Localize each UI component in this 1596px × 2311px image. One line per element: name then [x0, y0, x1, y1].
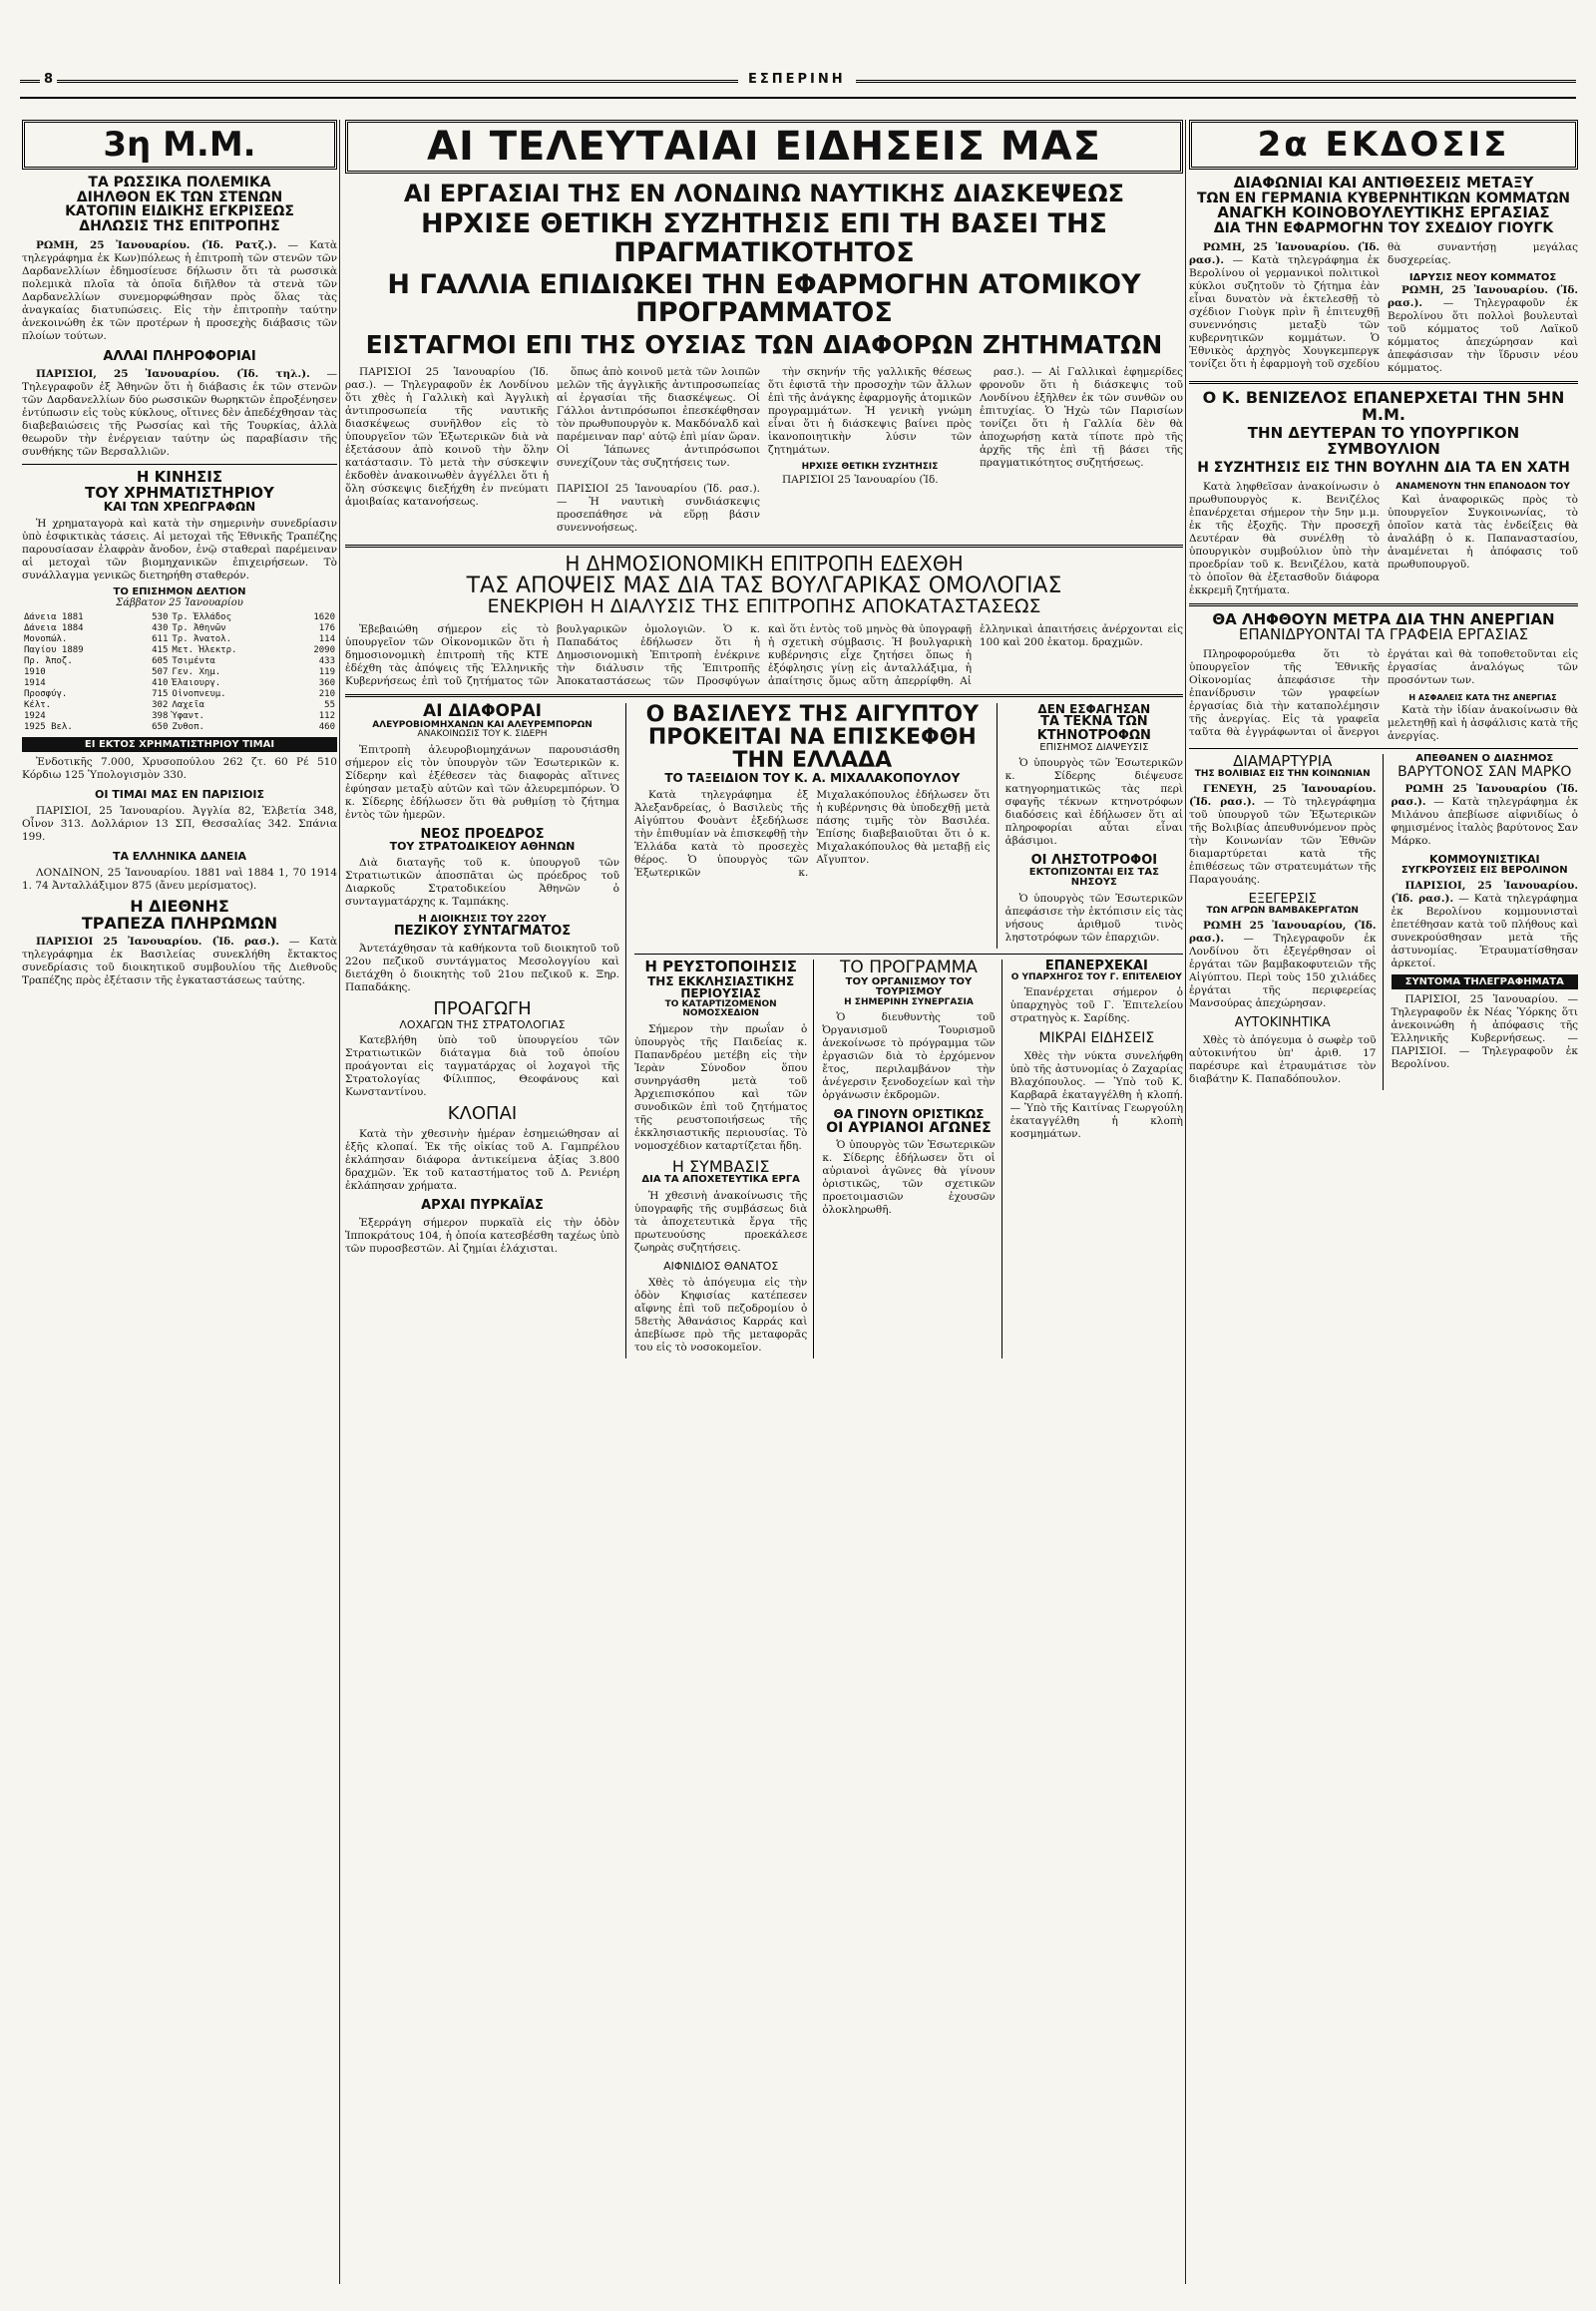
finance-article	[345, 623, 1183, 688]
market-security: Ζυθοπ.	[172, 721, 204, 732]
market-price: 119	[318, 666, 335, 677]
left-other-article: ΠΑΡΙΣΙΟΙ, 25 Ἰανουαρίου. (Ἰδ. τηλ.). — Τηλεγραφοῦν ἐξ Ἀθηνῶν ὅτι ἡ διάβασις ἐκ τῶν στενῶν τῶν Δαρδανελλίων δύο ρωσσικῶν θωρηκτῶν ἐπροξένησεν ἐντύπωσιν εἰς τοὺς κύκλους, οἵτινες δὲν ἀπεδέχθησαν τὰς διαβεβαιώσεις τῆς Ρωσσίας καὶ τῆς Τουρκίας, ἀλλὰ θεωροῦν τὴν ἐνέργειαν ταύτην ὡς παραβίασιν τῆς συνθήκης τῶν Βερσαλλιῶν.	[22, 367, 337, 458]
robbers-article	[1005, 893, 1183, 945]
headline-line: ΟΙ ΛΗΣΤΟΤΡΟΦΟΙ	[1030, 853, 1158, 869]
headline-line: ΤΑ ΡΩΣΣΙΚΑ ΠΟΛΕΜΙΚΑ	[88, 175, 271, 191]
market-row	[22, 722, 337, 733]
exchange-article	[22, 518, 337, 582]
center-row	[634, 703, 1183, 949]
article-text: Τὸ τηλεγράφημα τοῦ ὑπουργοῦ τῶν Ἐξωτερικῶν τῆς Βολιβίας ἀπευθυνόμενον πρὸς τὴν Κοινωνίαν τῶν Ἐθνῶν διαμαρτύρεται κατὰ τῆς ἐπιθέσεως τῶν στρατευμάτων τῆς Παραγουάης.	[1189, 796, 1377, 887]
geneva-headline	[1189, 754, 1377, 779]
article-text: Ἡ χθεσινὴ ἀνακοίνωσις τῆς ὑπογραφῆς τῆς συμβάσεως διὰ τὰ ἀποχετευτικὰ ἔργα τῆς πρωτευούσης προεκάλεσε ζωηρὰς συζητήσεις.	[634, 1189, 808, 1254]
thefts-heading: ΚΛΟΠΑΙ	[447, 1103, 518, 1125]
right-lower-grid	[1189, 754, 1578, 1090]
headline-line: ΕΚΤΟΠΙΖΟΝΤΑΙ ΕΙΣ ΤΑΣ ΝΗΣΟΥΣ	[1028, 866, 1159, 889]
london-lead-headline	[345, 182, 1183, 358]
headline-line: ΕΠΙΣΗΜΟΣ ΔΙΑΨΕΥΣΙΣ	[1039, 741, 1149, 753]
games-article	[822, 1139, 995, 1217]
article-text: Κατὰ τὴν ἰδίαν ἀνακοίνωσιν θὰ μελετηθῇ καὶ ἡ ἀσφάλισις κατὰ τῆς ἀνεργίας.	[1388, 704, 1578, 743]
article-text: Ἐξερράγη σήμερον πυρκαϊὰ εἰς τὴν ὁδὸν Ἱπποκράτους 104, ἡ ὁποία κατεσβέσθη ταχέως ὑπὸ τῶν πυροσβεστῶν. Αἱ ζημίαι ἐλάχισται.	[345, 1216, 619, 1255]
article-text: Ἐπανέρχεται σήμερον ὁ ὑπαρχηγὸς τοῦ Γ. Ἐπιτελείου στρατηγὸς κ. Σαρίδης.	[1009, 985, 1183, 1024]
article-text: ΠΑΡΙΣΙΟΙ, 25 Ἰανουαρίου. — Τηλεγραφοῦν ἐκ Νέας Ὑόρκης ὅτι ἀνεκοινώθη ἡ ἀπόφασις τῆς Ἑλληνικῆς Κυβερνήσεως. — ΠΑΡΙΣΙΟΙ. — Τηλεγραφοῦν ἐκ Βερολίνου.	[1391, 993, 1578, 1071]
headline-line: ΕΠΑΝΙΔΡΥΟΝΤΑΙ ΤΑ ΓΡΑΦΕΙΑ ΕΡΓΑΣΙΑΣ	[1238, 625, 1529, 644]
headline-line: Η ΣΥΖΗΤΗΣΙΣ ΕΙΣ ΤΗΝ ΒΟΥΛΗΝ ΔΙΑ ΤΑ ΕΝ ΧΑΤΗ	[1197, 459, 1570, 476]
headline-line: ΕΠΑΝΕΡΧΕΚΑΙ	[1044, 958, 1148, 973]
market-price: 210	[318, 688, 335, 699]
section-heading: ΤΑ ΕΛΛΗΝΙΚΑ ΔΑΝΕΙΑ	[112, 849, 247, 863]
headline-line: ΑΝΑΚΟΙΝΩΣΙΣ ΤΟΥ Κ. ΣΙΔΕΡΗ	[417, 729, 548, 740]
market-row	[22, 667, 337, 678]
brief-article	[1392, 993, 1579, 1071]
market-price: 415	[152, 644, 169, 655]
headline-line: ΔΙΑΜΑΡΤΥΡΙΑ	[1233, 752, 1333, 771]
market-row	[22, 700, 337, 711]
thefts-article	[345, 1128, 619, 1193]
market-price: 430	[152, 622, 169, 633]
market-price: 176	[318, 622, 335, 633]
article-text: Κατὰ ληφθεῖσαν ἀνακοίνωσιν ὁ πρωθυπουργὸς κ. Βενιζέλος ἐπανέρχεται σήμερον τὴν 5ην μ.μ. ἐκ τῆς ἐξοχῆς. Τὴν προσεχῆ Δευτέραν θὰ συνέλθῃ τὸ ὑπουργικὸν συμβούλιον ὑπὸ τὴν προεδρίαν τοῦ κ. Βενιζέλου, κατὰ τὸ ὁποῖον θὰ ἐξετασθοῦν διάφορα ἐκκρεμῆ ζητήματα.	[1189, 480, 1380, 596]
page-number: 8	[40, 72, 57, 87]
center-row	[634, 957, 1183, 1358]
dateline: ΓΕΝΕΥΗ, 25 Ἰανουαρίου. (Ἰδ. ρασ.).	[1189, 783, 1377, 809]
article-text: Ἡ χρηματαγορὰ καὶ κατὰ τὴν σημερινὴν συνεδρίασιν ὑπὸ ἐσφικτικὰς τάσεις. Αἱ μετοχαὶ τῆς Ἐθνικῆς Τραπέζης παρουσίασαν ἐλαφρὰν ἄνοδον, ἐνῷ σταθεραὶ παρέμειναν αἱ μετοχαὶ τῶν βιομηχανικῶν ἐπιχειρήσεων. Τὸ συνάλλαγμα γενικῶς διετηρήθη σταθερόν.	[22, 517, 337, 581]
market-security: Τρ. Ἑλλάδος	[172, 611, 231, 622]
world-bank-article: ΠΑΡΙΣΙΟΙ 25 Ἰανουαρίου. (Ἰδ. ρασ.). — Κατὰ τηλεγράφημα ἐκ Βασιλείας συνεκλήθη ἔκτακτος συνεδρίασις τοῦ διοικητικοῦ συμβουλίου τῆς Διεθνοῦς Τραπέζης πρὸς ἐξέτασιν τῆς ἐγκαταστάσεως ταύτης.	[22, 936, 337, 987]
headline-line: ΤΟΥ ΟΡΓΑΝΙΣΜΟΥ ΤΟΥ ΤΟΥΡΙΣΜΟΥ	[845, 975, 973, 998]
headline-line: ΔΙΗΛΘΟΝ ΕΚ ΤΩΝ ΣΤΕΝΩΝ	[76, 189, 283, 205]
market-security: 1910	[24, 666, 46, 677]
church-block	[634, 957, 814, 1358]
market-row	[22, 612, 337, 623]
headline-line: ΤΗΣ ΕΚΚΛΗΣΙΑΣΤΙΚΗΣ ΠΕΡΙΟΥΣΙΑΣ	[647, 973, 795, 1001]
market-security: Ἐλαιουργ.	[172, 677, 221, 688]
headline-line: ΟΙ ΑΥΡΙΑΝΟΙ ΑΓΩΝΕΣ	[826, 1119, 992, 1136]
article-text: Ἐνδοτικῆς 7.000, Χρυσοπούλου 262 ζτ. 60 Ρέ 510 Κόρδιω 125 Ὑπολογισμὸν 330.	[22, 755, 337, 781]
market-price: 360	[318, 677, 335, 688]
market-row	[22, 645, 337, 656]
bulletin-date: Σάββατον 25 Ἰανουαρίου	[116, 596, 243, 608]
foreign-article	[22, 756, 337, 782]
article-text: Ὁ ὑπουργὸς τῶν Ἐσωτερικῶν ἀπεφάσισε τὴν ἐκτόπισιν εἰς τὰς νήσους ἀριθμοῦ τινὸς ληστοτρόφων τῶν ἐπαρχιῶν.	[1004, 892, 1183, 944]
headline-line: Η ΔΗΜΟΣΙΟΝΟΜΙΚΗ ΕΠΙΤΡΟΠΗ ΕΔΕΧΘΗ	[565, 551, 964, 576]
tourism-headline	[822, 957, 995, 1007]
market-row	[22, 656, 337, 667]
article-text: Διὰ διαταγῆς τοῦ κ. ὑπουργοῦ τῶν Στρατιωτικῶν ἀποσπᾶται ὡς πρόεδρος τοῦ Διαρκοῦς Στρατοδικείου Ἀθηνῶν ὁ συνταγματάρχης κ. Ταμπάκης.	[345, 856, 619, 908]
headline-line: ΑΛΕΥΡΟΒΙΟΜΗΧΑΝΩΝ ΚΑΙ ΑΛΕΥΡΕΜΠΟΡΩΝ	[372, 719, 593, 730]
promotion-headline	[345, 997, 619, 1031]
games-headline	[822, 1108, 995, 1135]
section-heading: ΑΛΛΑΙ ΠΛΗΡΟΦΟΡΙΑΙ	[103, 348, 256, 364]
column-divider	[1185, 120, 1186, 2284]
market-security: 1925 Βελ.	[24, 721, 73, 732]
market-price: 1620	[313, 611, 335, 622]
section-bar: ΣΥΝΤΟΜΑ ΤΗΛΕΓΡΑΦΗΜΑΤΑ	[1392, 974, 1579, 989]
headline-line: ΛΟΧΑΓΩΝ ΤΗΣ ΣΤΡΑΤΟΛΟΓΙΑΣ	[399, 1017, 566, 1031]
article-text: Ὁ ὑπουργὸς τῶν Ἐσωτερικῶν κ. Σίδερης ἐδήλωσεν ὅτι οἱ αὐριανοὶ ἀγῶνες θὰ γίνουν ὁριστικῶς, τῶν σχετικῶν προετοιμασιῶν ἐχουσῶν ὁλοκληρωθῆ.	[822, 1139, 996, 1217]
market-row	[22, 634, 337, 645]
market-row	[22, 711, 337, 722]
market-security: Μονοπώλ.	[24, 633, 68, 644]
headline-line: Η ΣΥΜΒΑΣΙΣ	[671, 1156, 770, 1176]
market-price: 715	[152, 688, 169, 699]
market-security: Λαχεῖα	[172, 699, 204, 710]
headline-line: ΗΡΧΙΣΕ ΘΕΤΙΚΗ ΣΥΖΗΤΗΣΙΣ ΕΠΙ ΤΗ ΒΑΣΕΙ ΤΗΣ ΠΡΑΓΜΑΤΙΚΟΤΗΤΟΣ	[421, 208, 1107, 268]
robbers-headline	[1005, 854, 1183, 889]
article-text: Κατεβλήθη ὑπὸ τοῦ ὑπουργείου τῶν Στρατιωτικῶν διάταγμα διὰ τοῦ ὁποίου προάγονται εἰς ταγματάρχας οἱ λοχαγοὶ τῆς Στρατολογίας Φίλιππος, Θεοφάνους καὶ Κωνσταντίνου.	[345, 1034, 619, 1099]
dateline: ΡΩΜΗ, 25 Ἰανουαρίου. (Ἰδ. ρασ.).	[1189, 240, 1380, 266]
headline-line: ΘΑ ΛΗΦΘΟΥΝ ΜΕΤΡΑ ΔΙΑ ΤΗΝ ΑΝΕΡΓΙΑΝ	[1212, 609, 1555, 628]
market-price: 2090	[313, 644, 335, 655]
market-price: 112	[318, 710, 335, 721]
center-lower-grid	[345, 700, 1183, 1358]
dateline: ΡΩΜΗ, 25 Ἰανουαρίου. (Ἰδ. Ρατζ.).	[36, 238, 277, 251]
headline-line: ΤΟ ΤΑΞΕΙΔΙΟΝ ΤΟΥ Κ. Α. ΜΙΧΑΛΑΚΟΠΟΥΛΟΥ	[664, 771, 961, 786]
article-text: Τηλεγραφοῦν ἐξ Ἀθηνῶν ὅτι ἡ διάβασις ἐκ τῶν στενῶν τῶν Δαρδανελλίων δύο ρωσσικῶν θωρηκτῶν ἐπροξένησεν ἐντύπωσιν εἰς τοὺς κύκλους, οἵτινες δὲν ἀπεδέχθησαν τὰς διαβεβαιώσεις τῆς Ρωσσίας καὶ τῆς Τουρκίας, ἀλλὰ θεωροῦν τὴν ἐνέργειαν ταύτην ὡς παραβίασιν τῆς συνθήκης τῶν Βερσαλλιῶν.	[22, 380, 337, 458]
headline-line: ΑΝΑΓΚΗ ΚΟΙΝΟΒΟΥΛΕΥΤΙΚΗΣ ΕΡΓΑΣΙΑΣ	[1217, 203, 1550, 222]
article-text: ΠΑΡΙΣΙΟΙ 25 Ἰανουαρίου (Ἰδ. ρασ.). — Τηλεγραφοῦν ἐκ Λονδίνου ὅτι χθὲς ἡ Γαλλικὴ καὶ Ἀγγλικὴ ἀντιπροσωπεία τῆς ναυτικῆς διασκέψεως συνῆλθον εἰς τὸ ὑπουργεῖον τῶν Ἐξωτερικῶν διὰ νὰ ἐξετάσουν ἀπὸ κοινοῦ τὴν ὅλην κατάστασιν. Τὸ μετὰ τὴν σύσκεψιν ἐκδοθὲν ἀνακοινωθὲν ἀγγέλλει ὅτι ἡ ὅλη σύσκεψις διεξήχθη ἐν πνεύματι ἀμοιβαίας κατανοήσεως.	[345, 365, 549, 508]
article-text: Ἐβεβαιώθη σήμερον εἰς τὸ ὑπουργεῖον τῶν Οἰκονομικῶν ὅτι ἡ δημοσιονομικὴ ἐπιτροπὴ τῆς ΚΤΕ ἐδέχθη τὰς ἀπόψεις τῆς Ἑλληνικῆς Κυβερνήσεως ἐπὶ τοῦ ζητήματος τῶν βουλγαρικῶν ὁμολογιῶν. Ὁ κ. Παπαδάτος ἐδήλωσεν ὅτι ἡ Δημοσιονομικὴ Ἐπιτροπὴ ἐνέκρινε τὴν διάλυσιν τῆς Ἐπιτροπῆς Ἀποκαταστάσεως τῶν Προσφύγων καὶ ὅτι ἐντὸς τοῦ μηνὸς θὰ ὑπογραφῇ ἡ σχετικὴ σύμβασις. Ἡ βουλγαρικὴ κυβέρνησις εἶχε ζητήσει ὅπως ἡ ἐξόφλησις γίνῃ εἰς ἀνταλλάξιμα, ἡ ἀπαίτησις ὅμως αὕτη ἀπερρίφθη. Αἱ ἑλληνικαὶ ἀπαιτήσεις ἀνέρχονται εἰς 100 καὶ 200 ἑκατομ. δραχμῶν.	[345, 622, 1183, 687]
market-security: Δάνεια 1881	[24, 611, 84, 622]
article-text: Κατὰ τηλεγράφημα ἐκ Μιλάνου ἀπεβίωσε αἰφνιδίως ὁ φημισμένος ἰταλὸς βαρύτονος Σαν Μάρκο.	[1391, 796, 1578, 848]
loans-article	[22, 867, 337, 893]
headline-line: ΔΙΑ ΤΑ ΑΠΟΧΕΤΕΥΤΙΚΑ ΕΡΓΑ	[641, 1174, 800, 1186]
column-divider	[339, 120, 340, 2284]
article-text: ΠΑΡΙΣΙΟΙ, 25 Ἰανουαρίου. Ἀγγλία 82, Ἑλβετία 348, Οἶνον 313. Δολλάριον 13 ΣΠ, Θεσσαλίας 342. Σπάνια 199.	[22, 804, 337, 843]
left-lead-article: ΡΩΜΗ, 25 Ἰανουαρίου. (Ἰδ. Ρατζ.). — Κατὰ τηλεγράφημα ἐκ Κων)πόλεως ἡ ἐπιτροπὴ τῶν στενῶν τῶν Δαρδανελλίων ἐδημοσίευσε δήλωσιν ὅτι τὰ ρωσσικὰ πολεμικὰ πλοῖα τὰ ὁποῖα διῆλθον τὰ στενὰ τῶν Δαρδανελλίων συνεμορφώθησαν πρὸς ὅλας τὰς ἀναγκαίας διατυπώσεις. Εἰς τὴν ἐπιτροπὴν ταύτην ἀνεκοινώθη ἐκ τῶν προτέρων ἡ προσεχὴς διάβασις τῶν πλοίων τούτων.	[22, 238, 337, 342]
divider	[1189, 603, 1578, 606]
headline-line: ΤΡΑΠΕΖΑ ΠΛΗΡΩΜΩΝ	[81, 913, 278, 933]
market-security: Γεν. Χημ.	[172, 666, 221, 677]
market-security: 1924	[24, 710, 46, 721]
bulletin-title: ΤΟ ΕΠΙΣΗΜΟΝ ΔΕΛΤΙΟΝ	[113, 585, 246, 597]
divider	[22, 464, 337, 465]
headline-line: Η ΚΙΝΗΣΙΣ	[136, 467, 223, 486]
edition-box-left: 3η Μ.Μ.	[22, 120, 337, 170]
germany-article: ΡΩΜΗ, 25 Ἰανουαρίου. (Ἰδ. ρασ.). — Κατὰ τηλεγράφημα ἐκ Βερολίνου οἱ γερμανικοὶ πολιτικοὶ κύκλοι συζητοῦν τὸ ζήτημα ἐὰν εἶναι δυνατὸν νὰ ἐκτελεσθῇ τὸ σχέδιον Γιοὺγκ πρὶν ἢ ἐπιτευχθῇ συνεννόησις μεταξὺ τῶν κυβερνητικῶν κομμάτων. Ὁ Ἐθνικὸς ἀρχηγὸς Χουγκεμπεργκ τονίζει ὅτι ἡ ἐφαρμογὴ τοῦ σχεδίου θὰ συναντήσῃ μεγάλας δυσχερείας. ΙΔΡΥΣΙΣ ΝΕΟΥ ΚΟΜΜΑΤΟΣ ΡΩΜΗ, 25 Ἰανουαρίου. (Ἰδ. ρασ.). — Τηλεγραφοῦν ἐκ Βερολίνου ὅτι πολλοὶ βουλευταὶ τοῦ κόμματος τοῦ Λαϊκοῦ κόμματος ἀπεχώρησαν καὶ ἀπεφάσισαν τὴν ἵδρυσιν νέου κόμματος.	[1189, 240, 1578, 374]
dateline: ΠΑΡΙΣΙΟΙ, 25 Ἰανουαρίου. (Ἰδ. ρασ.).	[1391, 880, 1578, 906]
article-text: Κατὰ τηλεγράφημα ἐκ Βερολίνου κομμουνισταὶ ἐπετέθησαν κατὰ τοῦ πλήθους καὶ συνεκρούσθησαν μετὰ τῆς ἀστυνομίας. Ἐτραυματίσθησαν ἀρκετοί.	[1391, 893, 1578, 970]
obituary-heading: ΑΙΦΝΙΔΙΟΣ ΘΑΝΑΤΟΣ	[663, 1259, 779, 1273]
headline-line: ΠΡΟΚΕΙΤΑΙ ΝΑ ΕΠΙΣΚΕΦΘΗ ΤΗΝ ΕΛΛΑΔΑ	[647, 724, 977, 774]
army-article	[345, 857, 619, 909]
headline-line: ΕΝΕΚΡΙΘΗ Η ΔΙΑΛΥΣΙΣ ΤΗΣ ΕΠΙΤΡΟΠΗΣ ΑΠΟΚΑΤΑΣΤΑΣΕΩΣ	[487, 594, 1041, 617]
headline-line: ΝΕΟΣ ΠΡΟΕΔΡΟΣ	[420, 826, 545, 842]
section-bar: ΕΙ ΕΚΤΟΣ ΧΡΗΜΑΤΙΣΤΗΡΙΟΥ ΤΙΜΑΙ	[22, 737, 337, 752]
headline-line: ΤΑΣ ΑΠΟΨΕΙΣ ΜΑΣ ΔΙΑ ΤΑΣ ΒΟΥΛΓΑΡΙΚΑΣ ΟΜΟΛΟΓΙΑΣ	[466, 573, 1062, 598]
market-price: 460	[318, 721, 335, 732]
divider	[634, 954, 1183, 955]
market-security: Δάνεια 1884	[24, 622, 84, 633]
communists-article: ΠΑΡΙΣΙΟΙ, 25 Ἰανουαρίου. (Ἰδ. ρασ.). — Κατὰ τηλεγράφημα ἐκ Βερολίνου κομμουνισταὶ ἐπετέθησαν κατὰ τοῦ πλήθους καὶ συνεκρούσθησαν μετὰ τῆς ἀστυνομίας. Ἐτραυματίσθησαν ἀρκετοί.	[1391, 880, 1578, 970]
headline-line: ΣΥΓΚΡΟΥΣΕΙΣ ΕΙΣ ΒΕΡΟΛΙΝΟΝ	[1400, 864, 1568, 876]
dateline: ΡΩΜΗ 25 Ἰανουαρίου (Ἰδ. ρασ.).	[1391, 783, 1578, 809]
headline-line: ΤΟ ΠΡΟΓΡΑΜΜΑ	[840, 957, 978, 977]
left-lead-headline	[22, 176, 337, 234]
headline-line: ΒΑΡΥΤΟΝΟΣ ΣΑΝ ΜΑΡΚΟ	[1397, 763, 1572, 780]
headline-line: Η ΓΑΛΛΙΑ ΕΠΙΔΙΩΚΕΙ ΤΗΝ ΕΦΑΡΜΟΓΗΝ ΑΤΟΜΙΚΟΥ ΠΡΟΓΡΑΜΜΑΤΟΣ	[387, 268, 1141, 329]
article-text: Τηλεγραφοῦν ἐκ Λονδίνου ὅτι ἐξεγέρθησαν οἱ ἐργάται τῶν βαμβακοφυτειῶν τῆς Αἰγύπτου. Περὶ τοὺς 150 χιλιάδες ἐργάται τῆς περιφερείας Μανσούρας ἀπεχώρησαν.	[1189, 933, 1377, 1010]
right-subcolumn	[1189, 754, 1384, 1090]
article-text: Ὁ διευθυντὴς τοῦ Ὀργανισμοῦ Τουρισμοῦ ἀνεκοίνωσε τὸ πρόγραμμα τῶν ἐργασιῶν διὰ τὸ ἐρχόμενον ἔτος, περιλαμβάνον τὴν ἀνέγερσιν ξενοδοχείων καὶ τὴν ὀργάνωσιν ἐκδρομῶν.	[822, 1011, 996, 1102]
divider	[345, 545, 1183, 548]
headline-line: Η ΣΗΜΕΡΙΝΗ ΣΥΝΕΡΓΑΣΙΑ	[844, 996, 974, 1007]
headline-line: ΤΟΥ ΧΡΗΜΑΤΙΣΤΗΡΙΟΥ	[85, 483, 274, 502]
market-security: Μετ. Ἡλεκτρ.	[172, 644, 237, 655]
article-text: ΛΟΝΔΙΝΟΝ, 25 Ἰανουαρίου. 1881 ναὶ 1884 1, 70 1914 1. 74 Ἀνταλλάξιμον 875 (ἄνευ μερίσματος).	[22, 866, 337, 892]
center-subcolumn	[634, 703, 1183, 1358]
divider	[1189, 748, 1578, 749]
small-news-heading: ΜΙΚΡΑΙ ΕΙΔΗΣΕΙΣ	[1038, 1029, 1155, 1046]
pm-article	[1010, 986, 1183, 1025]
market-security: Παγίου 1889	[24, 644, 84, 655]
article-text: Ὁ ὑπουργὸς τῶν Ἐσωτερικῶν κ. Σίδερης διέψευσε κατηγορηματικῶς τὰς περὶ σφαγῆς τέκνων κτηνοτρόφων διαδόσεις καὶ ἐδήλωσεν ὅτι αἱ πληροφορίαι αὗται εἶναι ἀβάσιμοι.	[1004, 757, 1183, 848]
headline-line: ΚΟΜΜΟΥΝΙΣΤΙΚΑΙ	[1428, 853, 1540, 867]
left-column	[22, 120, 337, 2284]
headline-line: ΤΟΥ ΣΤΡΑΤΟΔΙΚΕΙΟΥ ΑΘΗΝΩΝ	[389, 840, 576, 854]
market-security: Τρ. Ἀθηνῶν	[172, 622, 226, 633]
right-subcolumn	[1392, 754, 1579, 1090]
headline-line: ΕΙΣΤΑΓΜΟΙ ΕΠΙ ΤΗΣ ΟΥΣΙΑΣ ΤΩΝ ΔΙΑΦΟΡΩΝ ΖΗΤΗΜΑΤΩΝ	[365, 329, 1163, 359]
market-security: Τσιμέντα	[172, 655, 215, 666]
dateline: ΠΑΡΙΣΙΟΙ, 25 Ἰανουαρίου. (Ἰδ. τηλ.).	[36, 367, 310, 380]
market-price: 55	[324, 699, 335, 710]
article-text: Κατὰ τὴν χθεσινὴν ἡμέραν ἐσημειώθησαν αἱ ἑξῆς κλοπαί. Ἐκ τῆς οἰκίας τοῦ Α. Γαμπρέλου ἐκλάπησαν διάφορα ἀντικείμενα ἀξίας 3.800 δραχμῶν. Ἐκ τοῦ καταστήματος τοῦ Δ. Ρενιέρη ἐκλάπησαν χρήματα.	[345, 1128, 619, 1193]
market-security: Τρ. Ἀνατολ.	[172, 633, 231, 644]
market-price: 410	[152, 677, 169, 688]
headline-line: Η ΔΙΟΙΚΗΣΙΣ ΤΟΥ 22ΟΥ	[418, 913, 547, 925]
market-row	[22, 678, 337, 689]
trade-headline	[345, 700, 619, 740]
sub-heading: ΗΡΧΙΣΕ ΘΕΤΙΚΗ ΣΥΖΗΤΗΣΙΣ	[801, 461, 939, 472]
headline-line: Ο ΥΠΑΡΧΗΓΟΣ ΤΟΥ Γ. ΕΠΙΤΕΛΕΙΟΥ	[1010, 971, 1182, 982]
headline-line: ΤΗΝ ΔΕΥΤΕΡΑΝ ΤΟ ΥΠΟΥΡΓΙΚΟΝ ΣΥΜΒΟΥΛΙΟΝ	[1247, 424, 1520, 459]
dateline: ΠΑΡΙΣΙΟΙ 25 Ἰανουαρίου. (Ἰδ. ρασ.).	[36, 936, 280, 949]
germany-headline	[1189, 176, 1578, 236]
geneva-article: ΓΕΝΕΥΗ, 25 Ἰανουαρίου. (Ἰδ. ρασ.). — Τὸ τηλεγράφημα τοῦ ὑπουργοῦ τῶν Ἐξωτερικῶν τῆς Βολιβίας ἀπευθυνόμενον πρὸς τὴν Κοινωνίαν τῶν Ἐθνῶν διαμαρτύρεται κατὰ τῆς ἐπιθέσεως τῶν στρατευμάτων τῆς Παραγουάης.	[1189, 783, 1377, 887]
tourism-block	[822, 957, 1001, 1358]
divider	[345, 694, 1183, 697]
article-text: Καὶ ἀναφορικῶς πρὸς τὸ ὑπουργεῖον Συγκοινωνίας, τὸ ὁποῖον κατὰ τὰς ἐνδείξεις θὰ ἀναλάβῃ ὁ κ. Παπαναστασίου, ἀναμένεται ἡ ἀπόφασις τοῦ πρωθυπουργοῦ.	[1388, 493, 1578, 571]
market-security: Οἰνοπνευμ.	[172, 688, 226, 699]
cars-article	[1189, 1034, 1377, 1086]
market-price: 650	[152, 721, 169, 732]
headline-line: ΠΡΟΑΓΩΓΗ	[433, 997, 532, 1019]
small-news-article	[1010, 1050, 1183, 1141]
promotion-article	[345, 1034, 619, 1099]
headline-line: ΔΙΑ ΤΗΝ ΕΦΑΡΜΟΓΗΝ ΤΟΥ ΣΧΕΔΙΟΥ ΓΙΟΥΓΚ	[1213, 220, 1554, 237]
market-table	[22, 612, 337, 733]
headline-line: Ο Κ. ΒΕΝΙΖΕΛΟΣ ΕΠΑΝΕΡΧΕΤΑΙ ΤΗΝ 5ΗΝ Μ.Μ.	[1202, 387, 1565, 424]
market-price: 605	[152, 655, 169, 666]
article-text: ὅπως ἀπὸ κοινοῦ μετὰ τῶν λοιπῶν μελῶν τῆς ἀγγλικῆς ἀντιπροσωπείας αἱ ἐργασίαι τῆς διασκέψεως. Οἱ Γάλλοι ἀντιπρόσωποι ἐπεσκέφθησαν τὸν πρωθυπουργὸν κ. Μακδόναλδ καὶ παρέμειναν παρ' αὐτῷ ἐπὶ μίαν ὥραν. Οἱ Ἰάπωνες ἀντιπρόσωποι συνεχίζουν τὰς συζητήσεις των. ΠΑΡΙΣΙΟΙ 25 Ἰανουαρίου (Ἰδ. ρασ.). — Ἡ ναυτικὴ συνδιάσκεψις προσεπάθησε νὰ εὕρῃ βάσιν συνεννοήσεως.	[557, 365, 760, 534]
market-row	[22, 689, 337, 700]
oil-headline	[1005, 703, 1183, 753]
article-text: Χθὲς τὴν νύκτα συνελήφθη ὑπὸ τῆς ἀστυνομίας ὁ Ζαχαρίας Βλαχόπουλος. — Ὑπὸ τοῦ Κ. Καρβαρᾶ ἐκαταγγέλθη ἡ κλοπή. — Ὑπὸ τῆς Καιτίνας Γεωργούλη ἐκαταγγέλθη ἡ κλοπὴ κοσμημάτων.	[1009, 1049, 1183, 1140]
sub-heading: ΙΔΡΥΣΙΣ ΝΕΟΥ ΚΟΜΜΑΤΟΣ	[1408, 271, 1557, 283]
article-text: Κατὰ τηλεγράφημα ἐξ Ἀλεξανδρείας, ὁ Βασιλεὺς τῆς Αἰγύπτου Φουὰντ ἐξεδήλωσε τὴν ἐπιθυμίαν νὰ ἐπισκεφθῇ τὴν Ἑλλάδα κατὰ τὸ προσεχὲς θέρος. Ὁ ὑπουργὸς τῶν Ἐξωτερικῶν κ. Μιχαλακόπουλος ἐδήλωσεν ὅτι ἡ κυβέρνησις θὰ ὑποδεχθῇ μετὰ πάσης τιμῆς τὸν Βασιλέα. Ἐπίσης διαβεβαιοῦται ὅτι ὁ κ. Μιχαλακόπουλος θὰ μεταβῇ εἰς Αἴγυπτον.	[634, 788, 991, 879]
sub-heading: Η ΑΣΦΑΛΕΙΣ ΚΑΤΑ ΤΗΣ ΑΝΕΡΓΙΑΣ	[1408, 693, 1557, 703]
egypt-headline	[634, 703, 991, 785]
article-text: ρασ.). — Αἱ Γαλλικαὶ ἐφημερίδες φρονοῦν ὅτι ἡ διάσκεψις τοῦ Λονδίνου ἐξῆλθεν ἐκ τῶν συνθῶν ου ἐπιτυχίας. Ὁ Ἠχὼ τῶν Παρισίων τονίζει ὅτι ἡ Γαλλία δὲν θὰ ἀποχωρήσῃ κατὰ τίποτε πρὸ τῆς ἀρχῆς τῆς ἐπὶ τῇ βάσει τῆς πραγματικότητος συζητήσεως.	[980, 365, 1183, 469]
center-subcolumn	[345, 700, 626, 1358]
venizelos-article	[1189, 481, 1578, 597]
article-text: Σήμερον τὴν πρωΐαν ὁ ὑπουργὸς τῆς Παιδείας κ. Παπανδρέου μετέβη εἰς τὴν Ἱερὰν Σύνοδον ὅπου συνηργάσθη μετὰ τοῦ Ἀρχιεπισκόπου καὶ τῶν συνοδικῶν ἐπὶ τοῦ ζητήματος τῆς ρευστοποιήσεως τῆς ἐκκλησιαστικῆς περιουσίας. Τὸ νομοσχέδιον καταρτίζεται ἤδη.	[634, 1022, 808, 1152]
headline-line: ΠΕΖΙΚΟΥ ΣΥΝΤΑΓΜΑΤΟΣ	[393, 924, 572, 940]
market-security: Ὑφαντ.	[172, 710, 204, 721]
headline-line: Ο ΒΑΣΙΛΕΥΣ ΤΗΣ ΑΙΓΥΠΤΟΥ	[645, 701, 980, 727]
center-column	[345, 120, 1183, 2284]
market-security: Προσφύγ.	[24, 688, 68, 699]
tourism-article	[822, 1011, 995, 1102]
cotton-subheading: ΤΩΝ ΑΓΡΩΝ ΒΑΜΒΑΚΕΡΓΑΤΩΝ	[1206, 905, 1359, 916]
contracts-headline	[634, 1156, 807, 1186]
headline-line: ΤΗΣ ΒΟΛΙΒΙΑΣ ΕΙΣ ΤΗΝ ΚΟΙΝΩΝΙΑΝ	[1194, 768, 1371, 779]
headline-line: ΔΗΛΩΣΙΣ ΤΗΣ ΕΠΙΤΡΟΠΗΣ	[79, 218, 280, 235]
headline-line: ΔΙΑΦΩΝΙΑΙ ΚΑΙ ΑΝΤΙΘΕΣΕΙΣ ΜΕΤΑΞΥ	[1233, 174, 1534, 192]
market-price: 302	[152, 699, 169, 710]
oil-block	[1005, 703, 1183, 949]
market-security: Κέλτ.	[24, 699, 52, 710]
article-text: Κατὰ τηλεγράφημα ἐκ Βερολίνου οἱ γερμανικοὶ πολιτικοὶ κύκλοι συζητοῦν τὸ ζήτημα ἐὰν εἶναι δυνατὸν νὰ ἐκτελεσθῇ τὸ σχέδιον Γιοὺγκ πρὶν ἢ ἐπιτευχθῇ συνεννόησις μεταξὺ τῶν κυβερνητικῶν κομμάτων. Ὁ Ἐθνικὸς ἀρχηγὸς Χουγκεμπεργκ τονίζει ὅτι ἡ ἐφαρμογὴ τοῦ σχεδίου θὰ συναντήσῃ μεγάλας δυσχερείας.	[1189, 240, 1578, 370]
market-price: 530	[152, 611, 169, 622]
cotton-article: ΡΩΜΗ 25 Ἰανουαρίου, (Ἰδ. ρασ.). — Τηλεγραφοῦν ἐκ Λονδίνου ὅτι ἐξεγέρθησαν οἱ ἐργάται τῶν βαμβακοφυτειῶν τῆς Αἰγύπτου. Περὶ τοὺς 150 χιλιάδες ἐργάται τῆς περιφερείας Μανσούρας ἀπεχώρησαν.	[1189, 920, 1377, 1010]
unemployment-headline	[1189, 609, 1578, 644]
finance-headline	[345, 551, 1183, 617]
article-text: Ἐπιτροπὴ ἀλευροβιομηχάνων παρουσιάσθη σήμερον εἰς τὸν ὑπουργὸν τῶν Ἐσωτερικῶν κ. Σίδερην καὶ ἐξέθεσεν τὰς διαφορὰς αἵτινες ἐφύησαν μεταξὺ αὐτῶν καὶ τῶν ἀλευρεμπόρων. Ὁ κ. Σίδερης ἐδήλωσεν ὅτι θὰ ρυθμίσῃ τὸ ζήτημα ἐντὸς τῶν ἡμερῶν.	[345, 743, 619, 821]
egypt-article	[634, 789, 991, 880]
market-security: 1914	[24, 677, 46, 688]
fires-article	[345, 1217, 619, 1256]
article-text: Κατὰ τηλεγράφημα ἐκ Βασιλείας συνεκλήθη ἔκτακτος συνεδρίασις τοῦ διοικητικοῦ συμβουλίου τῆς Διεθνοῦς Τραπέζης πρὸς ἐξέτασιν τῆς ἐγκαταστάσεως ταύτης.	[22, 936, 337, 987]
army-headline	[345, 828, 619, 853]
headline-line: ΤΟ ΚΑΤΑΡΤΙΖΟΜΕΝΟΝ ΝΟΜΟΣΧΕΔΙΟΝ	[664, 998, 777, 1019]
headline-line: ΚΑΙ ΤΩΝ ΧΡΕΩΓΡΑΦΩΝ	[103, 500, 256, 515]
church-article	[634, 1023, 807, 1153]
sub-heading: ΑΝΑΜΕΝΟΥΝ ΤΗΝ ΕΠΑΝΟΔΟΝ ΤΟΥ	[1396, 481, 1570, 492]
headline-line: ΘΑ ΓΙΝΟΥΝ ΟΡΙΣΤΙΚΩΣ	[833, 1107, 985, 1122]
headline-line: ΑΠΕΘΑΝΕΝ Ο ΔΙΑΣΗΜΟΣ	[1415, 753, 1554, 765]
cotton-heading: ΕΞΕΓΕΡΣΙΣ	[1248, 892, 1317, 908]
divider	[1189, 381, 1578, 384]
trade-article	[345, 744, 619, 822]
oil-article	[1005, 757, 1183, 848]
headline-line: ΑΙ ΔΙΑΦΟΡΑΙ	[423, 700, 542, 721]
headline-line: ΤΑ ΤΕΚΝΑ ΤΩΝ ΚΤΗΝΟΤΡΟΦΩΝ	[1036, 714, 1151, 744]
unemployment-article	[1189, 648, 1578, 743]
section-heading: ΟΙ ΤΙΜΑΙ ΜΑΣ ΕΝ ΠΑΡΙΣΙΟΙΣ	[94, 787, 265, 801]
london-lead-body	[345, 366, 1183, 539]
paris-article	[22, 805, 337, 844]
regiment-article	[345, 943, 619, 994]
article-text: Χθὲς τὸ ἀπόγευμα ὁ σωφὲρ τοῦ αὐτοκινήτου ὑπ' ἀριθ. 17 παρέσυρε καὶ ἐτραυμάτισε τὸν διαβάτην Κ. Παπαδόπουλον.	[1189, 1034, 1377, 1086]
market-price: 433	[318, 655, 335, 666]
headline-line: ΔΕΝ ΕΣΦΑΓΗΣΑΝ	[1037, 701, 1151, 716]
article-text: τὴν σκηνήν τῆς γαλλικῆς θέσεως ὅτι ἐφιστᾶ τὴν προσοχὴν τῶν ἄλλων ἐπὶ τῆς ἀνάγκης ἐφαρμογῆς ἀτομικῶν προγραμμάτων. Ἡ γενικὴ γνώμη εἶναι ὅτι ἡ διάσκεψις βαίνει πρὸς ἱκανοποιητικὴν λύσιν τῶν ζητημάτων.	[768, 365, 972, 456]
obituary-article	[634, 1277, 807, 1354]
dateline: ΡΩΜΗ 25 Ἰανουαρίου, (Ἰδ. ρασ.).	[1189, 920, 1377, 946]
exchange-headline	[22, 467, 337, 515]
communists-headline	[1392, 854, 1579, 876]
baritone-article: ΡΩΜΗ 25 Ἰανουαρίου (Ἰδ. ρασ.). — Κατὰ τηλεγράφημα ἐκ Μιλάνου ἀπεβίωσε αἰφνιδίως ὁ φημισμένος ἰταλὸς βαρύτονος Σαν Μάρκο.	[1391, 783, 1578, 848]
baritone-headline	[1392, 754, 1579, 779]
world-bank-headline	[22, 896, 337, 933]
egypt-block	[634, 703, 998, 949]
pm-headline	[1010, 960, 1183, 982]
dateline: ΡΩΜΗ, 25 Ἰανουαρίου. (Ἰδ. ρασ.).	[1388, 283, 1578, 309]
center-banner: ΑΙ ΤΕΛΕΥΤΑΙΑΙ ΕΙΔΗΣΕΙΣ ΜΑΣ	[345, 120, 1183, 174]
headline-line: ΚΑΤΟΠΙΝ ΕΙΔΙΚΗΣ ΕΓΚΡΙΣΕΩΣ	[65, 203, 294, 220]
headline-line: ΑΙ ΕΡΓΑΣΙΑΙ ΤΗΣ ΕΝ ΛΟΝΔΙΝΩ ΝΑΥΤΙΚΗΣ ΔΙΑΣΚΕΨΕΩΣ	[403, 180, 1125, 207]
contracts-article	[634, 1190, 807, 1255]
fires-heading: ΑΡΧΑΙ ΠΥΡΚΑΪΑΣ	[421, 1198, 544, 1214]
market-price: 114	[318, 633, 335, 644]
market-price: 398	[152, 710, 169, 721]
article-text: Πληροφορούμεθα ὅτι τὸ ὑπουργεῖον τῆς Ἐθνικῆς Οἰκονομίας ἀπεφάσισε τὴν ἐπανίδρυσιν τῶν γραφείων ἐργασίας διὰ τὴν καταπολέμησιν τῆς ἀνεργίας. Εἰς τὰ γραφεῖα ταῦτα θὰ ἐγγράφωνται οἱ ἄνεργοι ἐργάται καὶ θὰ τοποθετοῦνται εἰς ἐργασίας ἀναλόγως τῶν προσόντων των.	[1189, 648, 1578, 739]
headline-line: Η ΡΕΥΣΤΟΠΟΙΗΣΙΣ	[644, 957, 797, 975]
article-text: ΠΑΡΙΣΙΟΙ 25 Ἰανουαρίου (Ἰδ.	[782, 473, 939, 486]
market-row	[22, 623, 337, 634]
article-text: Ἀντετάχθησαν τὰ καθήκοντα τοῦ διοικητοῦ τοῦ 22ου πεζικοῦ συντάγματος Μεσολογγίου καὶ διετάχθη ὁ διοικητὴς τοῦ 21ου πεζικοῦ κ. Ξηρ. Παπαδάκης.	[345, 942, 619, 993]
right-column	[1189, 120, 1578, 2284]
article-text: Τηλεγραφοῦν ἐκ Βερολίνου ὅτι πολλοὶ βουλευταὶ τοῦ κόμματος τοῦ Λαϊκοῦ κόμματος ἀπεχώρησαν καὶ ἀπεφάσισαν τὴν ἵδρυσιν νέου κόμματος.	[1388, 296, 1578, 374]
pm-block	[1010, 960, 1183, 1358]
headline-line: ΤΩΝ ΕΝ ΓΕΡΜΑΝΙΑ ΚΥΒΕΡΝΗΤΙΚΩΝ ΚΟΜΜΑΤΩΝ	[1197, 190, 1570, 206]
venizelos-headline	[1189, 387, 1578, 476]
church-headline	[634, 957, 807, 1019]
market-security: Πρ. Ἀποζ.	[24, 655, 73, 666]
cars-heading: ΑΥΤΟΚΙΝΗΤΙΚΑ	[1234, 1015, 1331, 1031]
market-price: 611	[152, 633, 169, 644]
edition-box-right: 2α ΕΚΔΟΣΙΣ	[1189, 120, 1578, 170]
regiment-headline	[345, 915, 619, 939]
market-price: 507	[152, 666, 169, 677]
headline-line: Η ΔΙΕΘΝΗΣ	[130, 896, 229, 916]
article-text: Κατὰ τηλεγράφημα ἐκ Κων)πόλεως ἡ ἐπιτροπὴ τῶν στενῶν τῶν Δαρδανελλίων ἐδημοσίευσε δήλωσιν ὅτι τὰ ρωσσικὰ πολεμικὰ πλοῖα τὰ ὁποῖα διῆλθον τὰ στενὰ τῶν Δαρδανελλίων συνεμορφώθησαν πρὸς ὅλας τὰς ἀναγκαίας διατυπώσεις. Εἰς τὴν ἐπιτροπὴν ταύτην ἀνεκοινώθη ἐκ τῶν προτέρων ἡ προσεχὴς διάβασις τῶν πλοίων τούτων.	[22, 238, 337, 342]
article-text: Χθὲς τὸ ἀπόγευμα εἰς τὴν ὁδὸν Κηφισίας κατέπεσεν αἴφνης ἐπὶ τοῦ πεζοδρομίου ὁ 58ετὴς Ἀθανάσιος Καρράς καὶ ἀπεβίωσε πρὸ τῆς μεταφορᾶς του εἰς τὸ νοσοκομεῖον.	[634, 1276, 808, 1353]
paper-name: ΕΣΠΕΡΙΝΗ	[738, 72, 856, 87]
